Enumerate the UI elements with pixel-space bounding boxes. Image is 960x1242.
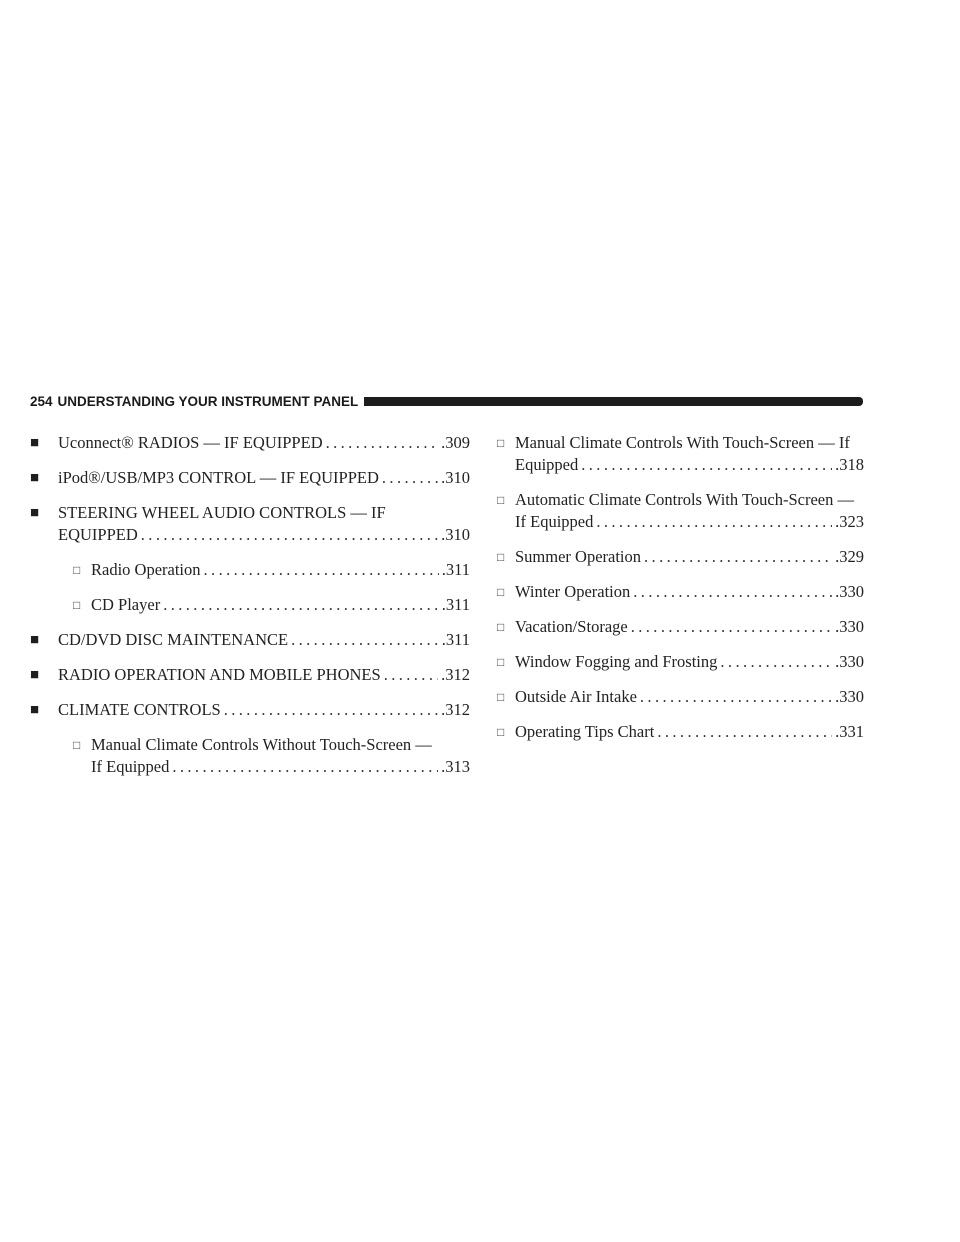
toc-entry-line [515,454,864,476]
toc-entry[interactable] [497,432,864,476]
toc-entry-title: Uconnect® RADIOS — IF EQUIPPED [58,433,323,452]
hollow-square-bullet-icon: □ [497,493,505,507]
toc-page-number: .311 [441,630,470,649]
dot-leader [384,664,438,686]
toc-entry-title-line: Automatic Climate Controls With Touch-Screen — [515,490,854,509]
toc-page-number: .330 [835,617,864,636]
toc-entry-line [515,511,864,533]
hollow-square-bullet-icon: □ [497,725,505,739]
toc-page-number: .313 [441,757,470,776]
toc-entry-title-line: Manual Climate Controls With Touch-Screen — If [515,433,850,452]
toc-entry-line [58,432,470,454]
hollow-square-bullet-icon: □ [497,550,505,564]
dot-leader [596,511,832,533]
toc-entry-title: Winter Operation [515,582,631,601]
filled-square-bullet-icon: ■ [30,505,40,521]
toc-entry-title: If Equipped [515,512,594,531]
toc-entry[interactable] [30,664,470,686]
toc-entry-line [58,699,470,721]
toc-entry-line [58,524,470,546]
toc-entry[interactable] [497,686,864,708]
dot-leader [382,467,438,489]
toc-entry-line [515,616,864,638]
toc-entry-title-line: STEERING WHEEL AUDIO CONTROLS — IF [58,503,386,522]
toc-entry-title: Summer Operation [515,547,642,566]
page-number: 254 [30,393,53,409]
toc-entry-title: RADIO OPERATION AND MOBILE PHONES [58,665,381,684]
page-header [30,393,863,409]
toc-entry[interactable] [497,721,864,743]
toc-entry-title: EQUIPPED [58,525,138,544]
toc-entry-title: CD/DVD DISC MAINTENANCE [58,630,289,649]
toc-entry-line [58,467,470,489]
toc-entry[interactable] [73,734,470,778]
toc-entry-title: Operating Tips Chart [515,722,655,741]
hollow-square-bullet-icon: □ [73,563,81,577]
dot-leader [657,721,832,743]
dot-leader [141,524,438,546]
filled-square-bullet-icon: ■ [30,435,40,451]
toc-right-column [497,432,864,756]
toc-entry-title: CD Player [91,595,161,614]
dot-leader [163,594,439,616]
filled-square-bullet-icon: ■ [30,702,40,718]
dot-leader [326,432,439,454]
toc-entry-title: CLIMATE CONTROLS [58,700,221,719]
dot-leader [633,581,832,603]
toc-page-number: .312 [441,700,470,719]
toc-entry[interactable] [30,502,470,546]
toc-entry[interactable] [497,616,864,638]
hollow-square-bullet-icon: □ [497,436,505,450]
toc-left-column [30,432,470,791]
toc-page-number: .331 [835,722,864,741]
toc-page-number: .310 [441,525,470,544]
dot-leader [720,651,832,673]
dot-leader [291,629,439,651]
dot-leader [224,699,438,721]
toc-entry-title: Outside Air Intake [515,687,637,706]
toc-entry[interactable] [497,546,864,568]
hollow-square-bullet-icon: □ [497,620,505,634]
dot-leader [631,616,832,638]
toc-entry-title: Equipped [515,455,579,474]
toc-page-number: .312 [441,665,470,684]
toc-entry-title: If Equipped [91,757,170,776]
toc-page-number: .323 [835,512,864,531]
hollow-square-bullet-icon: □ [73,738,81,752]
toc-entry[interactable] [497,489,864,533]
toc-entry[interactable] [30,432,470,454]
toc-entry-title: Vacation/Storage [515,617,628,636]
toc-entry-title-line: Manual Climate Controls Without Touch-Screen — [91,735,432,754]
toc-page-number: .311 [441,595,470,614]
dot-leader [204,559,439,581]
toc-entry[interactable] [497,581,864,603]
toc-entry-line [515,721,864,743]
toc-entry-line [515,651,864,673]
toc-page-number: .310 [441,468,470,487]
toc-entry-line [91,756,470,778]
hollow-square-bullet-icon: □ [497,655,505,669]
dot-leader [644,546,832,568]
toc-entry-line [91,559,470,581]
toc-entry-line [515,581,864,603]
filled-square-bullet-icon: ■ [30,667,40,683]
toc-entry-title: Radio Operation [91,560,201,579]
toc-entry-line [515,686,864,708]
toc-page-number: .311 [441,560,470,579]
filled-square-bullet-icon: ■ [30,470,40,486]
dot-leader [172,756,438,778]
toc-entry[interactable] [30,699,470,721]
toc-entry-title: Window Fogging and Frosting [515,652,718,671]
section-title: UNDERSTANDING YOUR INSTRUMENT PANEL [57,393,359,409]
filled-square-bullet-icon: ■ [30,632,40,648]
toc-entry[interactable] [73,594,470,616]
toc-page-number: .330 [835,582,864,601]
toc-page-number: .330 [835,652,864,671]
toc-entry[interactable] [30,629,470,651]
toc-entry[interactable] [497,651,864,673]
toc-entry-line [515,546,864,568]
hollow-square-bullet-icon: □ [73,598,81,612]
toc-entry-title: iPod®/USB/MP3 CONTROL — IF EQUIPPED [58,468,379,487]
hollow-square-bullet-icon: □ [497,690,505,704]
toc-page-number: .330 [835,687,864,706]
toc-page-number: .329 [835,547,864,566]
header-rule [364,397,863,406]
toc-page-number: .309 [441,433,470,452]
toc-entry[interactable] [73,559,470,581]
toc-entry-line [58,629,470,651]
hollow-square-bullet-icon: □ [497,585,505,599]
toc-entry-line [58,664,470,686]
toc-entry-line [91,594,470,616]
toc-entry[interactable] [30,467,470,489]
dot-leader [581,454,832,476]
dot-leader [640,686,832,708]
toc-page-number: .318 [835,455,864,474]
